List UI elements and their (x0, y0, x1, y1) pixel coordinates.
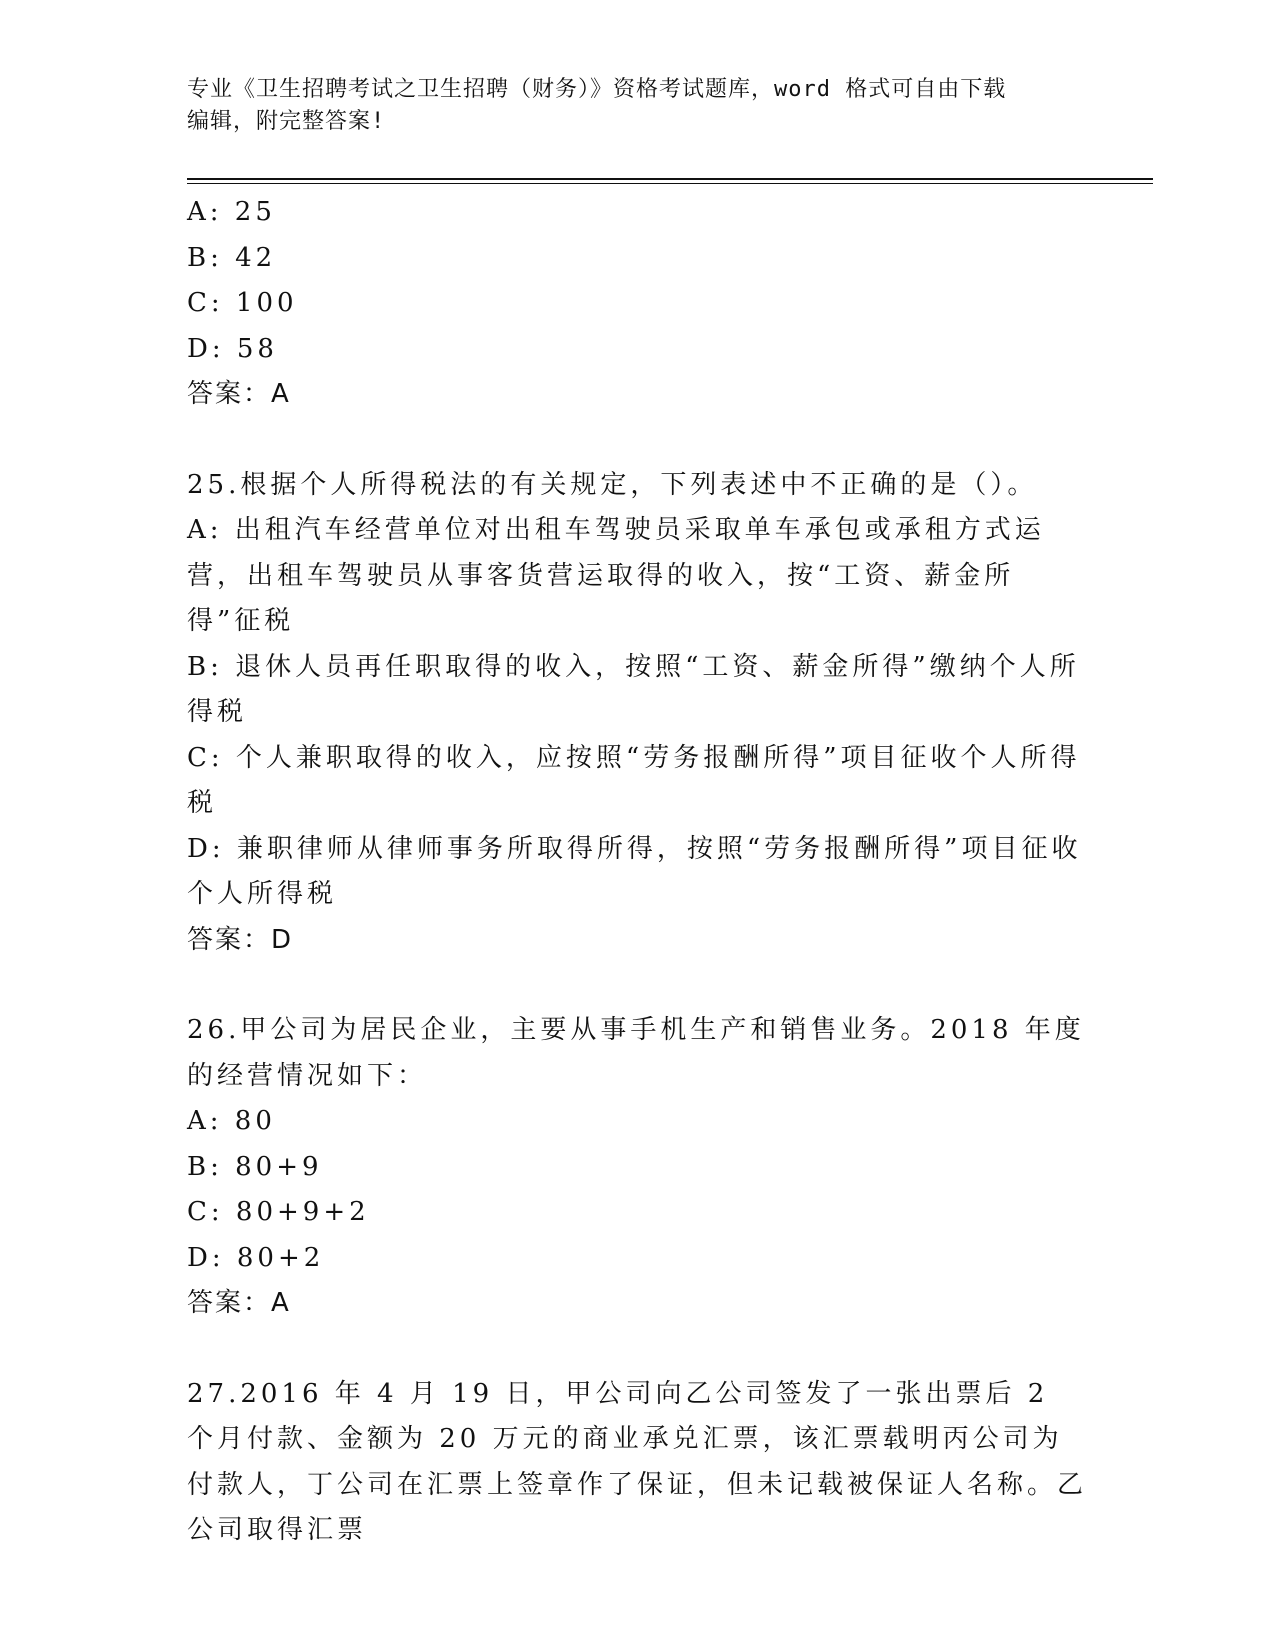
option-c: C: 100 (187, 288, 298, 318)
question-block (187, 190, 1087, 418)
answer-line: 答案：A (187, 1288, 291, 1318)
option-b: B: 80+9 (187, 1151, 323, 1182)
option-a: A: 25 (187, 197, 276, 227)
question-content (187, 190, 1087, 1554)
question-block (187, 1008, 1087, 1327)
header-line-1: 专业《卫生招聘考试之卫生招聘（财务）》资格考试题库，word 格式可自由下载 (187, 77, 1007, 102)
option-b: B: 退休人员再任职取得的收入，按照“工资、薪金所得”缴纳个人所得税 (187, 651, 1080, 727)
answer-line: 答案：D (187, 924, 294, 955)
option-d: D: 兼职律师从律师事务所取得所得，按照“劳务报酬所得”项目征收个人所得税 (187, 833, 1082, 909)
question-block (187, 463, 1087, 964)
question-text: 25.根据个人所得税法的有关规定，下列表述中不正确的是（）。 (187, 469, 1038, 500)
option-b: B: 42 (187, 242, 277, 273)
header-line-2: 编辑，附完整答案! (187, 109, 386, 134)
document-header (187, 74, 1067, 138)
question-block (187, 1372, 1087, 1554)
header-rule (187, 178, 1153, 180)
option-c: C: 个人兼职取得的收入，应按照“劳务报酬所得”项目征收个人所得税 (187, 742, 1081, 818)
option-d: D: 80+2 (187, 1242, 325, 1273)
question-text: 27.2016 年 4 月 19 日，甲公司向乙公司签发了一张出票后 2 个月付款、金额为 20 万元的商业承兑汇票，该汇票载明丙公司为付款人，丁公司在汇票上签章作了保证，但未记载被保证人名称。乙公司取得汇票 (187, 1378, 1088, 1545)
option-d: D: 58 (187, 333, 278, 364)
option-c: C: 80+9+2 (187, 1197, 370, 1227)
header-rule-thin (187, 183, 1153, 184)
answer-line: 答案：A (187, 379, 291, 409)
option-a: A: 80 (187, 1106, 276, 1136)
option-a: A: 出租汽车经营单位对出租车驾驶员采取单车承包或承租方式运营，出租车驾驶员从事客货营运取得的收入，按“工资、薪金所得”征税 (187, 515, 1045, 636)
spacer (187, 963, 1087, 1008)
spacer (187, 1327, 1087, 1372)
spacer (187, 418, 1087, 463)
question-text: 26.甲公司为居民企业，主要从事手机生产和销售业务。2018 年度的经营情况如下： (187, 1015, 1085, 1091)
